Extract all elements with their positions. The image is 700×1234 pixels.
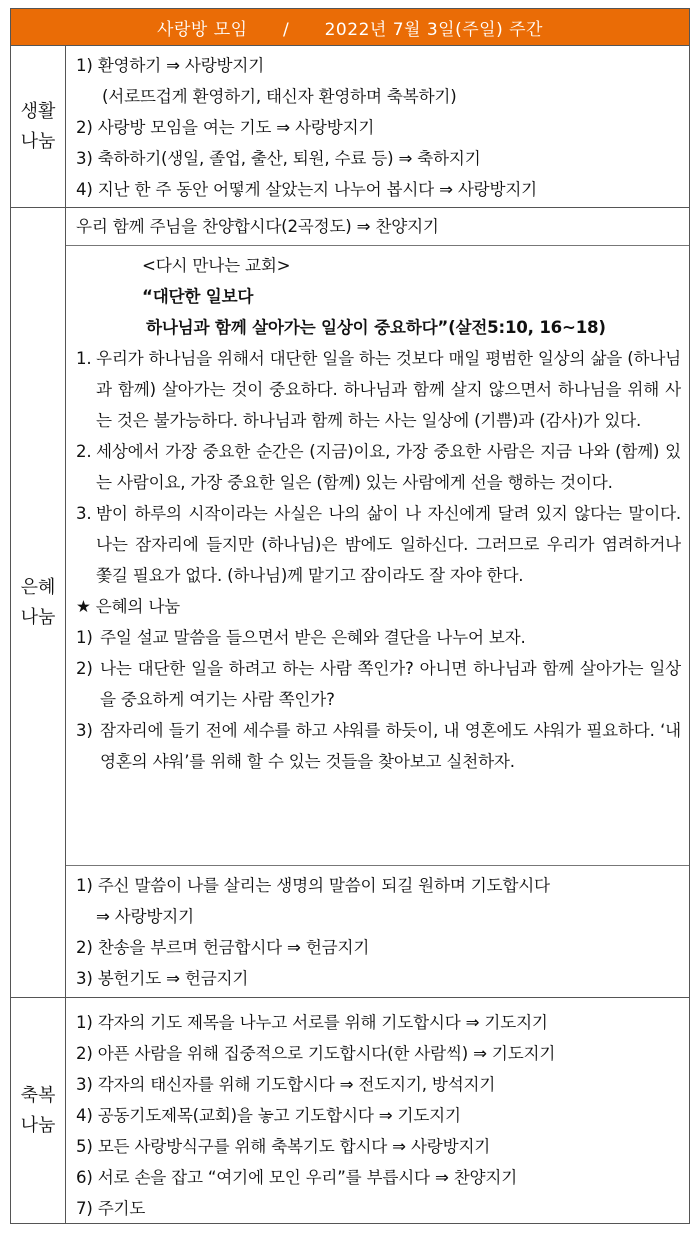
- praise-row: [66, 208, 689, 246]
- list-item-continuation: ⇒ 사랑방지기: [96, 907, 194, 926]
- list-item: 3) 각자의 태신자를 위해 기도합시다 ⇒ 전도지기, 방석지기: [76, 1075, 496, 1094]
- section-label-line2: 나눔: [20, 606, 56, 628]
- question-number: 2): [76, 659, 93, 678]
- section-content-blessing-sharing: [66, 998, 689, 1223]
- section-life-sharing: [11, 46, 689, 208]
- discussion-question: [76, 653, 681, 715]
- section-label-blessing-sharing: [11, 998, 66, 1223]
- list-item-note: (서로뜨겁게 환영하기, 태신자 환영하며 축복하기): [102, 87, 457, 106]
- sermon-point: [76, 343, 681, 436]
- question-text: 주일 설교 말씀을 들으면서 받은 은혜와 결단을 나누어 보자.: [100, 628, 526, 647]
- sermon-point-text: 우리가 하나님을 위해서 대단한 일을 하는 것보다 매일 평범한 일상의 삶을 (하나님과 함께) 살아가는 것이 중요하다. 하나님과 함께 살지 않으면서 하나님을 위해 사는 것은 불가능하다. 하나님과 함께 하는 사는 일상에 (기쁨)과 (감사)가 있다.: [96, 349, 681, 430]
- offering-row: [66, 866, 689, 997]
- life-sharing-list: [66, 46, 689, 207]
- section-label-grace-sharing: [11, 208, 66, 997]
- list-item: 1) 각자의 기도 제목을 나누고 서로를 위해 기도합시다 ⇒ 기도지기: [76, 1013, 548, 1032]
- list-item: 2) 사랑방 모임을 여는 기도 ⇒ 사랑방지기: [76, 118, 375, 137]
- sermon-point-number: 2.: [76, 442, 92, 461]
- list-item: 4) 지난 한 주 동안 어떻게 살았는지 나누어 봅시다 ⇒ 사랑방지기: [76, 180, 537, 199]
- sermon-point-number: 1.: [76, 349, 92, 368]
- sermon-row: [66, 246, 689, 866]
- blessing-sharing-list: [66, 998, 689, 1223]
- sermon-point-text: 밤이 하루의 시작이라는 사실은 나의 삶이 나 자신에게 달려 있지 않다는 말이다. 나는 잠자리에 들지만 (하나님)은 밤에도 일하신다. 그러므로 우리가 염려하거나 쫓길 필요가 없다. (하나님)께 맡기고 잠이라도 잘 자야 한다.: [96, 504, 681, 585]
- sheet-header-title: 사랑방 모임 / 2022년 7월 3일(주일) 주간: [11, 9, 689, 46]
- praise-text: 우리 함께 주님을 찬양합시다(2곡정도) ⇒ 찬양지기: [76, 217, 439, 236]
- section-label-line1: 은혜: [20, 576, 56, 598]
- list-item: 1) 주신 말씀이 나를 살리는 생명의 말씀이 되길 원하며 기도합시다: [76, 876, 550, 895]
- list-item: 3) 봉헌기도 ⇒ 헌금지기: [76, 969, 249, 988]
- question-number: 3): [76, 721, 93, 740]
- sermon-title-line1: “대단한 일보다: [142, 287, 254, 306]
- sermon-point-number: 3.: [76, 504, 92, 523]
- list-item: 1) 환영하기 ⇒ 사랑방지기: [76, 56, 265, 75]
- discussion-question: [76, 622, 681, 653]
- section-label-life-sharing: [11, 46, 66, 207]
- section-label-line2: 나눔: [20, 1114, 56, 1136]
- list-item: 2) 아픈 사람을 위해 집중적으로 기도합시다(한 사람씩) ⇒ 기도지기: [76, 1044, 556, 1063]
- list-item: 5) 모든 사랑방식구를 위해 축복기도 합시다 ⇒ 사랑방지기: [76, 1137, 491, 1156]
- question-number: 1): [76, 628, 93, 647]
- section-content-life-sharing: [66, 46, 689, 207]
- question-text: 잠자리에 들기 전에 세수를 하고 샤워를 하듯이, 내 영혼에도 샤워가 필요하다. ‘내 영혼의 샤워’를 위해 할 수 있는 것들을 찾아보고 실천하자.: [100, 721, 681, 771]
- list-item: 3) 축하하기(생일, 졸업, 출산, 퇴원, 수료 등) ⇒ 축하지기: [76, 149, 481, 168]
- list-item: 4) 공동기도제목(교회)을 놓고 기도합시다 ⇒ 기도지기: [76, 1106, 461, 1125]
- grace-sharing-heading: ★ 은혜의 나눔: [76, 597, 180, 616]
- section-label-line1: 생활: [20, 100, 56, 122]
- sermon-point: [76, 498, 681, 591]
- list-item: 6) 서로 손을 잡고 “여기에 모인 우리”를 부릅시다 ⇒ 찬양지기: [76, 1168, 518, 1187]
- question-text: 나는 대단한 일을 하려고 하는 사람 쪽인가? 아니면 하나님과 함께 살아가는 일상을 중요하게 여기는 사람 쪽인가?: [100, 659, 681, 709]
- meeting-sheet-table: [10, 8, 690, 1224]
- section-content-grace-sharing: [66, 208, 689, 997]
- sermon-point-text: 세상에서 가장 중요한 순간은 (지금)이요, 가장 중요한 사람은 지금 나와 (함께) 있는 사람이요, 가장 중요한 일은 (함께) 있는 사람에게 선을 행하는 것이다.: [96, 442, 681, 492]
- section-label-line2: 나눔: [20, 130, 56, 152]
- list-item: 2) 찬송을 부르며 헌금합시다 ⇒ 헌금지기: [76, 938, 370, 957]
- list-item: 7) 주기도: [76, 1199, 146, 1218]
- sermon-point: [76, 436, 681, 498]
- section-label-line1: 축복: [20, 1084, 56, 1106]
- section-blessing-sharing: [11, 998, 689, 1223]
- sermon-series: <다시 만나는 교회>: [142, 256, 291, 275]
- section-grace-sharing: [11, 208, 689, 998]
- sermon-title-line2: 하나님과 함께 살아가는 일상이 중요하다”(살전5:10, 16~18): [146, 318, 606, 337]
- discussion-question: [76, 715, 681, 777]
